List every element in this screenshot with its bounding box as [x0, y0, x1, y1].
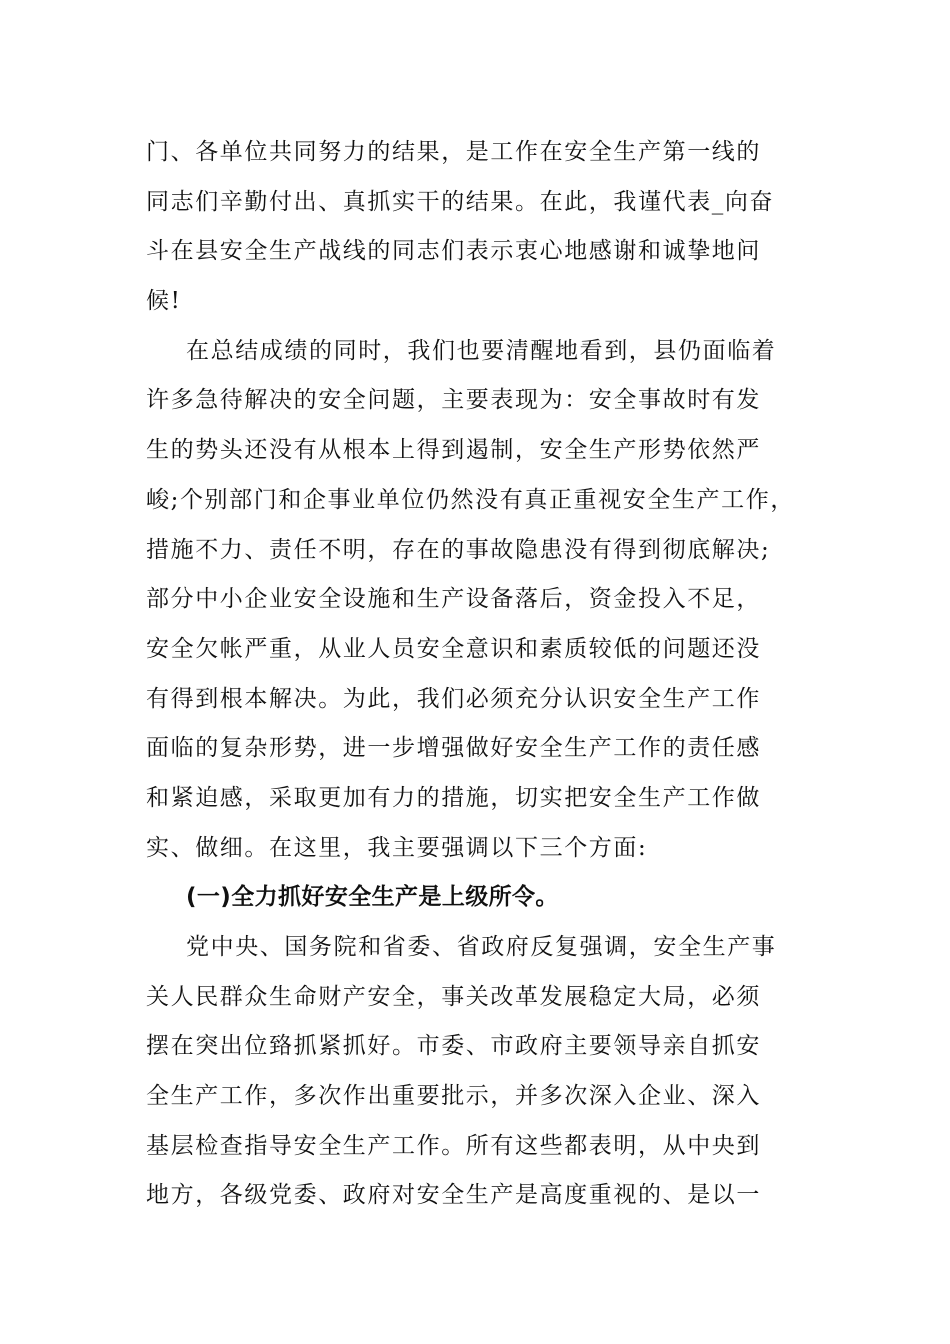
text-line: 摆在突出位臵抓紧抓好。市委、市政府主要领导亲自抓安	[146, 1033, 761, 1060]
document-body	[146, 128, 796, 1221]
text-line: 地方，各级党委、政府对安全生产是高度重视的、是以一	[146, 1182, 761, 1209]
text-line: 安全欠帐严重，从业人员安全意识和素质较低的问题还没	[146, 635, 761, 662]
section-heading: (一)全力抓好安全生产是上级所令。	[186, 884, 559, 911]
text-line: 许多急待解决的安全问题，主要表现为：安全事故时有发	[146, 387, 761, 414]
paragraph-first-line: 党中央、国务院和省委、省政府反复强调，安全生产事	[186, 934, 777, 960]
text-line: 和紧迫感，采取更加有力的措施，切实把安全生产工作做	[146, 784, 761, 811]
text-line: 候!	[146, 288, 182, 315]
text-line: 实、做细。在这里，我主要强调以下三个方面:	[146, 834, 648, 861]
text-line: 部分中小企业安全设施和生产设备落后，资金投入不足，	[146, 586, 761, 613]
text-line: 同志们辛勤付出、真抓实干的结果。在此，我谨代表_向奋	[146, 188, 775, 215]
text-line: 有得到根本解决。为此，我们必须充分认识安全生产工作	[146, 685, 761, 712]
text-line: 全生产工作，多次作出重要批示，并多次深入企业、深入	[146, 1083, 761, 1110]
text-line: 生的势头还没有从根本上得到遏制，安全生产形势依然严	[146, 437, 761, 464]
text-line: 面临的复杂形势，进一步增强做好安全生产工作的责任感	[146, 735, 761, 762]
paragraph-first-line: 在总结成绩的同时，我们也要清醒地看到，县仍面临着	[186, 337, 777, 364]
text-line: 关人民群众生命财产安全，事关改革发展稳定大局，必须	[146, 983, 761, 1010]
text-line: 峻;个别部门和企事业单位仍然没有真正重视安全生产工作，	[146, 486, 795, 513]
text-line: 措施不力、责任不明，存在的事故隐患没有得到彻底解决;	[146, 536, 771, 563]
text-line: 斗在县安全生产战线的同志们表示衷心地感谢和诚挚地问	[146, 238, 761, 265]
text-line: 基层检查指导安全生产工作。所有这些都表明，从中央到	[146, 1132, 761, 1159]
text-line: 门、各单位共同努力的结果，是工作在安全生产第一线的	[146, 139, 761, 165]
